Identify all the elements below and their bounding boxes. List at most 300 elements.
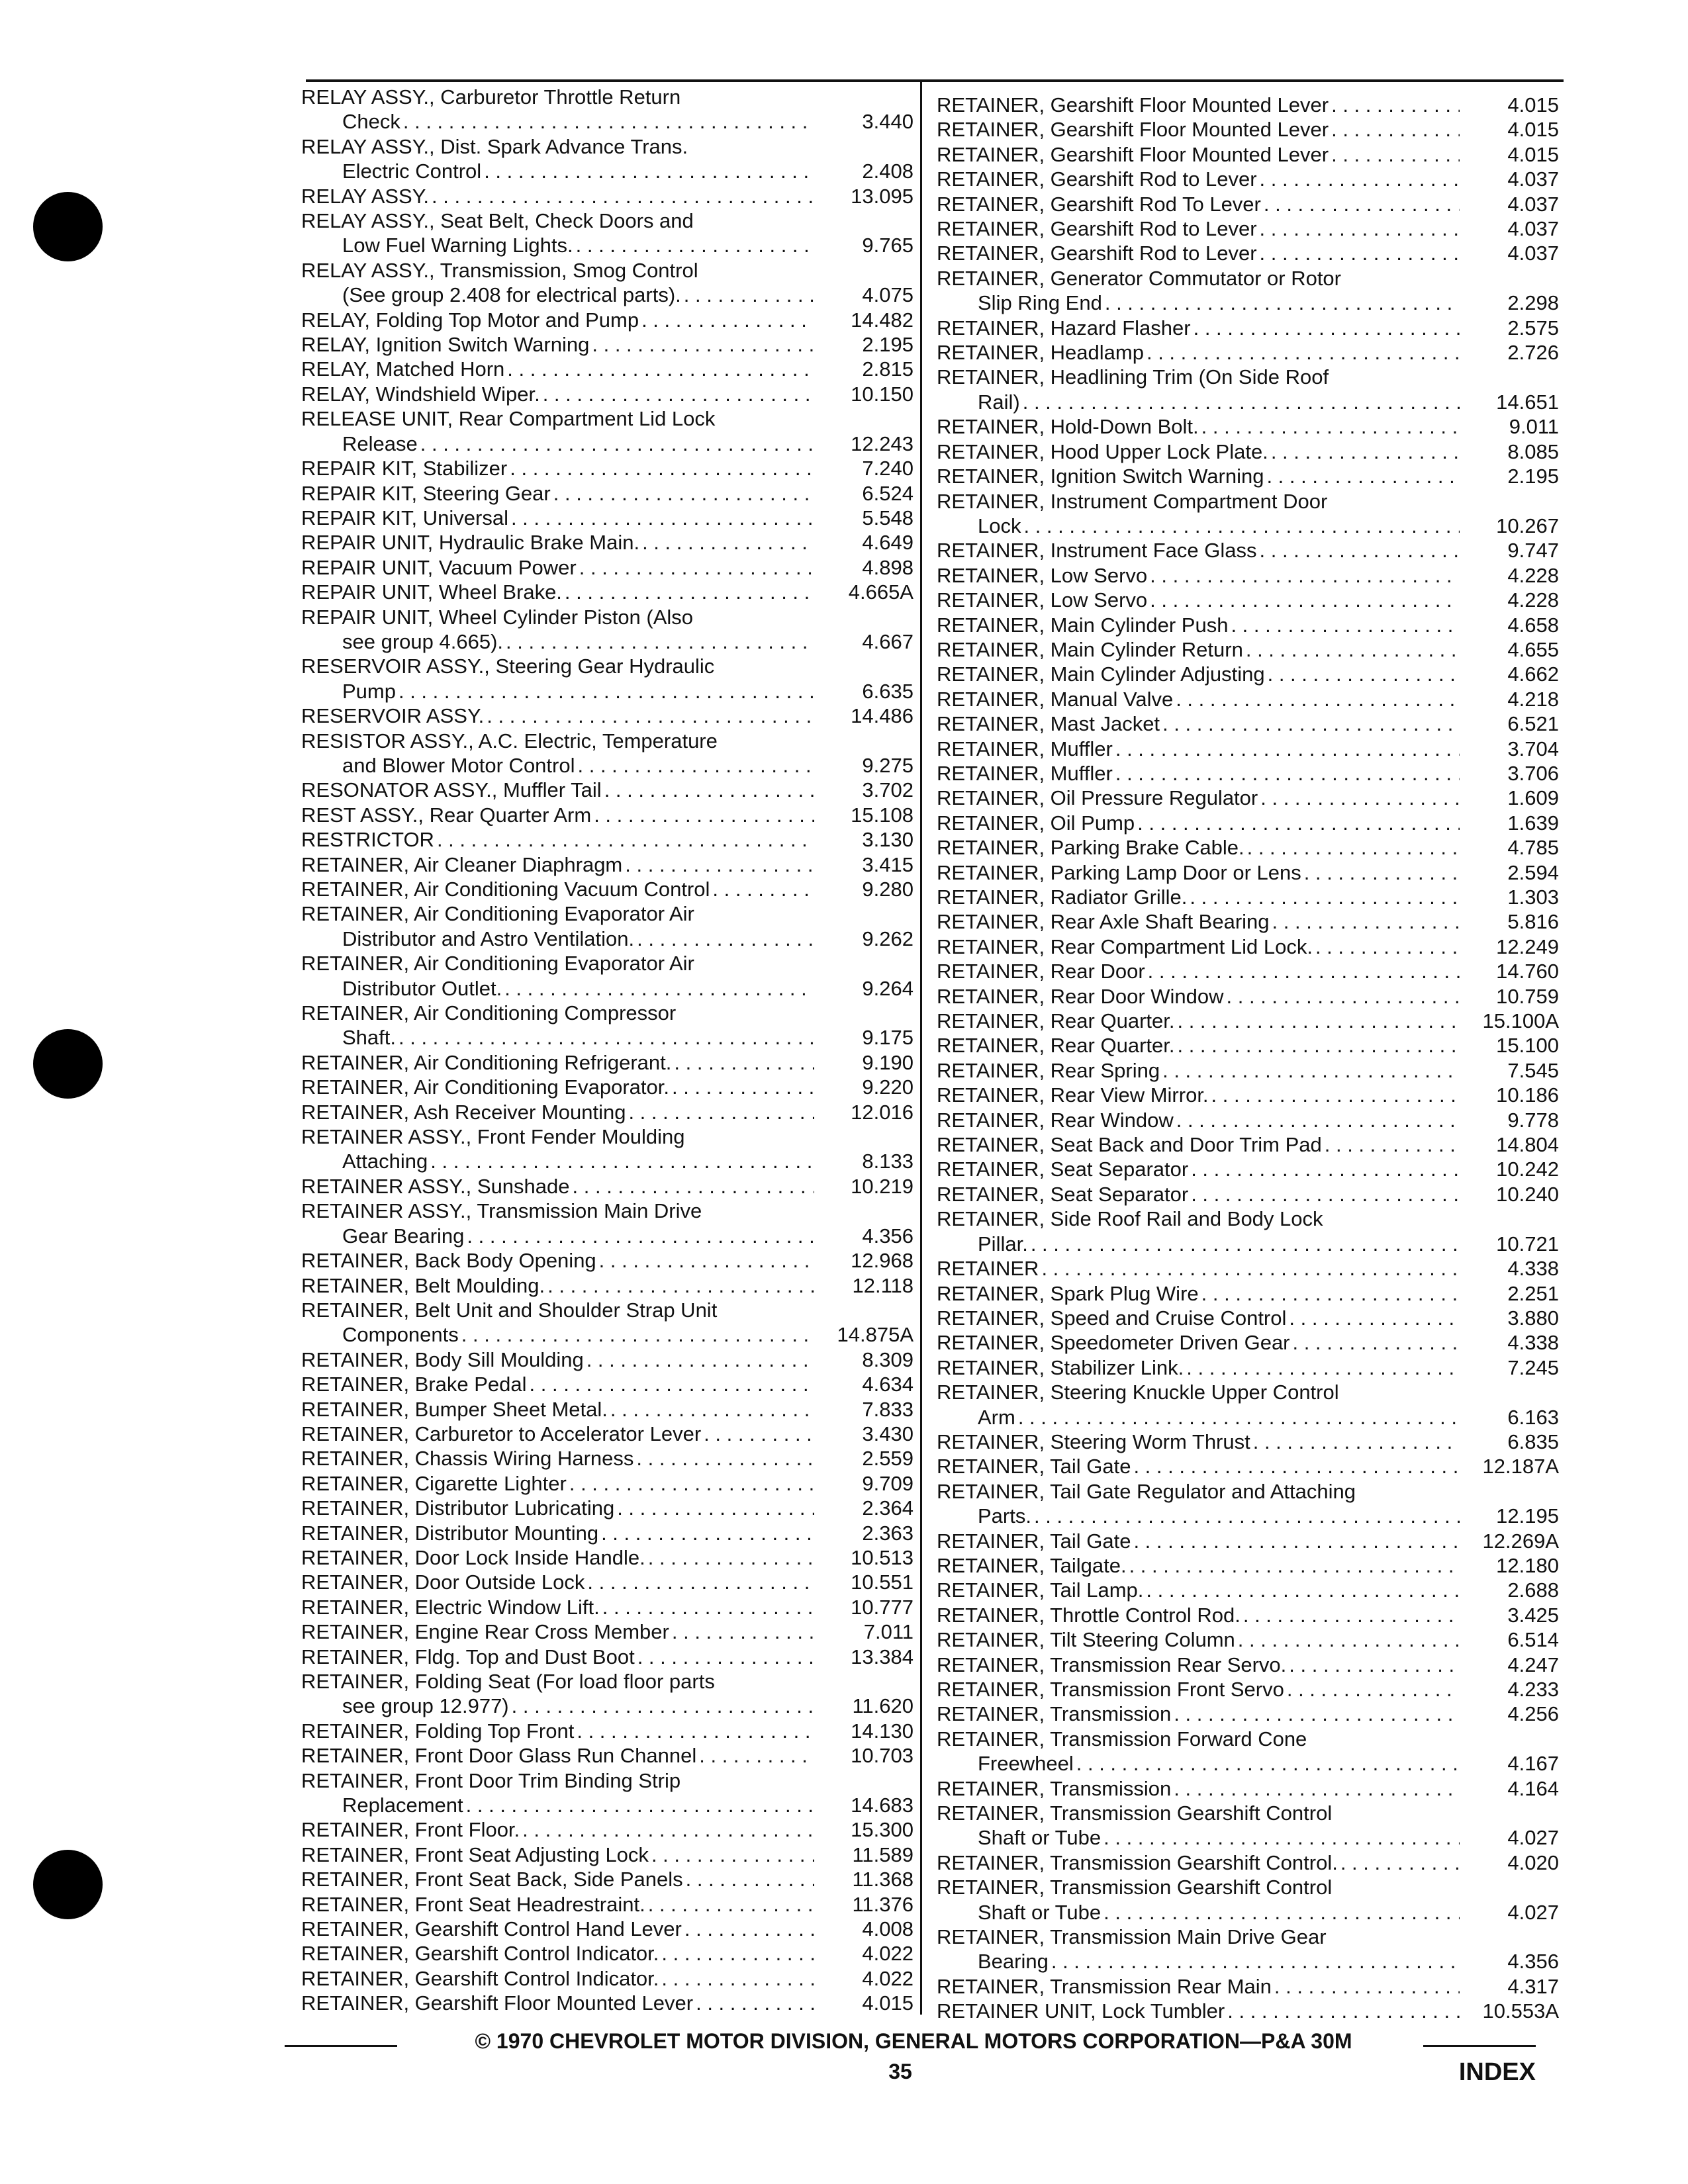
part-name: Components	[342, 1323, 459, 1347]
part-name: RETAINER, Gearshift Floor Mounted Lever	[937, 142, 1329, 166]
entry-line	[937, 662, 1559, 686]
part-name: RETAINER, Engine Rear Cross Member	[301, 1620, 669, 1644]
group-number: 4.233	[1507, 1678, 1559, 1701]
dot-leader	[1301, 860, 1460, 885]
index-entry	[301, 1843, 914, 1867]
dot-leader	[464, 1224, 814, 1248]
index-entry	[937, 1627, 1559, 1652]
dot-leader	[608, 1397, 814, 1422]
part-name: RETAINER, Main Cylinder Return	[937, 637, 1243, 661]
entry-continuation-line	[937, 514, 1559, 538]
group-number: 12.243	[851, 432, 914, 455]
dot-leader	[1188, 1157, 1460, 1181]
group-number: 13.095	[851, 184, 914, 208]
dot-leader	[696, 1743, 814, 1768]
index-entry	[937, 142, 1559, 167]
dot-leader	[1144, 340, 1460, 365]
dot-leader	[1322, 1132, 1460, 1157]
entry-line	[937, 1132, 1559, 1157]
part-name: RESONATOR ASSY., Muffler Tail	[301, 778, 602, 802]
part-name: RETAINER, Spark Plug Wire	[937, 1281, 1199, 1305]
entry-line	[301, 877, 914, 901]
group-number: 10.242	[1496, 1158, 1559, 1181]
group-number: 5.548	[862, 506, 914, 529]
part-name: RETAINER, Main Cylinder Push	[937, 613, 1229, 637]
entry-line	[301, 1174, 914, 1199]
section-label: INDEX	[1458, 2058, 1536, 2086]
entry-line	[937, 266, 1559, 291]
dot-leader	[1228, 613, 1460, 637]
dot-leader	[1135, 811, 1460, 835]
group-number: 10.513	[851, 1545, 914, 1569]
index-entry	[301, 1892, 914, 1917]
part-name: Release	[342, 432, 418, 455]
entry-line	[937, 860, 1559, 885]
index-entry	[301, 1867, 914, 1891]
group-number: 4.218	[1507, 687, 1559, 711]
part-name: RETAINER, Transmission Front Servo	[937, 1678, 1284, 1701]
part-name: Arm	[978, 1405, 1015, 1429]
index-entry	[937, 1529, 1559, 1553]
entry-continuation-line	[937, 1751, 1559, 1776]
dot-leader	[591, 803, 814, 827]
part-name: RETAINER, Speed and Cruise Control	[937, 1306, 1287, 1330]
part-name: RETAINER, Electric Window Lift.	[301, 1595, 600, 1619]
index-entry	[937, 1256, 1559, 1281]
entry-line	[937, 1182, 1559, 1206]
part-name: Gear Bearing	[342, 1224, 465, 1248]
entry-line	[937, 1727, 1559, 1751]
dot-leader	[508, 506, 814, 530]
group-number: 9.275	[862, 753, 914, 777]
dot-leader	[1171, 1776, 1460, 1801]
entry-line	[937, 1256, 1559, 1281]
entry-continuation-line	[301, 159, 914, 183]
part-name: RETAINER, Air Conditioning Compressor	[301, 1001, 677, 1025]
dot-leader	[622, 852, 814, 877]
part-name: RETAINER, Belt Moulding.	[301, 1273, 545, 1297]
entry-line	[937, 439, 1559, 464]
entry-line	[937, 1850, 1559, 1875]
index-entry	[937, 811, 1559, 835]
part-name: RETAINER, Front Seat Headrestraint.	[301, 1892, 645, 1916]
entry-line	[937, 811, 1559, 835]
group-number: 1.639	[1507, 811, 1559, 835]
part-name: RELAY ASSY., Carburetor Throttle Return	[301, 85, 681, 109]
part-name: RETAINER, Rear Quarter.	[937, 1009, 1175, 1033]
entry-line	[301, 605, 914, 629]
part-name: Pump	[342, 679, 396, 703]
dot-leader	[396, 679, 814, 704]
group-number: 4.037	[1507, 217, 1559, 241]
part-name: REPAIR KIT, Universal	[301, 506, 508, 529]
part-name: RETAINER, Manual Valve	[937, 687, 1174, 711]
group-number: 4.037	[1507, 167, 1559, 191]
part-name: RETAINER, Headlining Trim (On Side Roof	[937, 365, 1329, 389]
index-entry	[301, 208, 914, 258]
entry-line	[301, 1719, 914, 1743]
index-entry	[937, 1578, 1559, 1602]
entry-line	[301, 951, 914, 976]
entry-line	[937, 142, 1559, 167]
entry-line	[301, 827, 914, 852]
group-number: 4.634	[862, 1373, 914, 1396]
index-entry	[301, 778, 914, 802]
index-entry	[937, 1454, 1559, 1479]
part-name: RETAINER UNIT, Lock Tumbler	[937, 1999, 1225, 2023]
group-number: 10.553A	[1482, 1999, 1559, 2023]
part-name: RETAINER, Hold-Down Bolt.	[937, 415, 1199, 439]
entry-line	[937, 1603, 1559, 1627]
dot-leader	[1174, 1009, 1460, 1033]
copyright-notice: © 1970 CHEVROLET MOTOR DIVISION, GENERAL MOTORS CORPORATION—P&A 30M	[475, 2029, 1352, 2053]
entry-line	[301, 1817, 914, 1842]
index-entry	[937, 860, 1559, 885]
entry-line	[937, 316, 1559, 340]
index-entry	[301, 1075, 914, 1099]
dot-leader	[1028, 1232, 1460, 1256]
dot-leader	[1131, 1529, 1460, 1553]
part-name: RESERVOIR ASSY.	[301, 704, 485, 728]
index-entry	[301, 704, 914, 728]
dot-leader	[418, 432, 814, 456]
entry-line	[301, 134, 914, 159]
group-number: 4.228	[1507, 588, 1559, 612]
part-name: RETAINER, Door Lock Inside Handle.	[301, 1545, 645, 1569]
part-name: RETAINER, Muffler	[937, 761, 1113, 785]
group-number: 5.816	[1507, 910, 1559, 934]
part-name: RETAINER, Front Floor.	[301, 1818, 520, 1842]
entry-line	[301, 332, 914, 357]
group-number: 3.706	[1507, 761, 1559, 785]
index-entry	[301, 1545, 914, 1570]
index-entry	[937, 167, 1559, 191]
entry-line	[937, 1529, 1559, 1553]
part-name: RETAINER, Seat Back and Door Trim Pad	[937, 1133, 1322, 1157]
part-name: RETAINER, Speedometer Driven Gear	[937, 1331, 1290, 1355]
index-entry	[937, 241, 1559, 265]
index-entry	[937, 414, 1559, 439]
index-entry	[301, 184, 914, 208]
index-entry	[301, 1743, 914, 1768]
part-name: RETAINER, Belt Unit and Shoulder Strap Unit	[301, 1298, 718, 1322]
index-entry	[937, 1776, 1559, 1801]
entry-line	[937, 1776, 1559, 1801]
entry-line	[301, 481, 914, 506]
entry-line	[937, 687, 1559, 711]
dot-leader	[429, 184, 814, 208]
entry-continuation-line	[937, 390, 1559, 414]
binder-hole-bottom	[33, 1850, 103, 1919]
dot-leader	[634, 927, 814, 951]
entry-line	[937, 1999, 1559, 2023]
group-number: 10.759	[1496, 984, 1559, 1008]
group-number: 10.551	[851, 1570, 914, 1594]
entry-line	[937, 1578, 1559, 1602]
group-number: 14.683	[851, 1794, 914, 1817]
part-name: RETAINER, Main Cylinder Adjusting	[937, 662, 1265, 686]
part-name: Low Fuel Warning Lights.	[342, 234, 573, 257]
index-entry	[937, 1727, 1559, 1776]
group-number: 4.037	[1507, 242, 1559, 265]
group-number: 4.027	[1507, 1900, 1559, 1924]
index-entry	[301, 1199, 914, 1248]
part-name: RETAINER, Air Conditioning Evaporator Air	[301, 902, 694, 926]
dot-leader	[1074, 1751, 1460, 1776]
entry-line	[937, 192, 1559, 216]
dot-leader	[669, 1619, 814, 1644]
dot-leader	[1147, 588, 1460, 612]
index-entry	[937, 1801, 1559, 1850]
part-name: RETAINER, Headlamp	[937, 341, 1144, 365]
index-entry	[937, 1009, 1559, 1033]
group-number: 6.635	[862, 679, 914, 703]
group-number: 10.150	[851, 382, 914, 406]
group-number: 3.415	[862, 852, 914, 876]
index-column-right	[937, 93, 1559, 2024]
part-name: Electric Control	[342, 159, 482, 183]
index-entry	[301, 1124, 914, 1174]
dot-leader	[1113, 737, 1460, 761]
part-name: RETAINER, Air Conditioning Vacuum Control	[301, 878, 710, 901]
entry-line	[937, 934, 1559, 959]
group-number: 9.280	[862, 878, 914, 901]
part-name: RETAINER, Hazard Flasher	[937, 316, 1191, 340]
dot-leader	[1265, 662, 1460, 686]
index-entry	[301, 852, 914, 877]
group-number: 14.486	[851, 704, 914, 728]
index-entry	[937, 1033, 1559, 1058]
dot-leader	[681, 283, 814, 307]
dot-leader	[1225, 1999, 1460, 2023]
index-entry	[937, 1108, 1559, 1132]
dot-leader	[504, 357, 814, 381]
part-name: RETAINER, Air Conditioning Refrigerant.	[301, 1050, 672, 1074]
group-number: 9.778	[1507, 1108, 1559, 1132]
part-name: RETAINER, Front Door Trim Binding Strip	[301, 1768, 681, 1792]
part-name: RETAINER, Transmission	[937, 1776, 1172, 1800]
dot-leader	[1143, 1578, 1460, 1602]
index-entry	[301, 951, 914, 1001]
entry-line	[937, 1974, 1559, 1999]
entry-line	[301, 1124, 914, 1149]
part-name: RETAINER ASSY., Front Fender Moulding	[301, 1125, 685, 1149]
entry-line	[937, 93, 1559, 117]
group-number: 10.267	[1496, 514, 1559, 537]
group-number: 4.658	[1507, 613, 1559, 637]
entry-line	[937, 1653, 1559, 1677]
index-entry	[301, 1446, 914, 1471]
index-entry	[301, 481, 914, 506]
part-name: Replacement	[342, 1794, 463, 1817]
entry-line	[937, 1330, 1559, 1355]
group-number: 9.262	[862, 927, 914, 950]
group-number: 1.303	[1507, 886, 1559, 909]
footer-rule-right	[1423, 2045, 1536, 2047]
group-number: 4.898	[862, 555, 914, 579]
group-number: 7.833	[862, 1397, 914, 1421]
group-number: 13.384	[851, 1645, 914, 1668]
part-name: RETAINER, Oil Pressure Regulator	[937, 786, 1258, 810]
group-number: 3.880	[1507, 1306, 1559, 1330]
index-entry	[937, 340, 1559, 365]
index-entry	[937, 1083, 1559, 1107]
index-entry	[301, 134, 914, 184]
index-entry	[937, 1430, 1559, 1454]
index-entry	[301, 1768, 914, 1818]
index-entry	[937, 1380, 1559, 1430]
part-name: RELAY, Windshield Wiper.	[301, 382, 540, 406]
group-number: 8.085	[1507, 439, 1559, 463]
entry-line	[937, 241, 1559, 265]
part-name: RETAINER, Folding Seat (For load floor parts	[301, 1670, 715, 1693]
dot-leader	[434, 827, 814, 852]
part-name: RETAINER, Tailgate.	[937, 1553, 1127, 1577]
part-name: and Blower Motor Control	[342, 753, 575, 777]
dot-leader	[1290, 1330, 1460, 1355]
group-number: 4.015	[862, 1991, 914, 2015]
dot-leader	[1250, 1430, 1460, 1454]
group-number: 15.100	[1496, 1034, 1559, 1058]
part-name: RETAINER, Tail Gate	[937, 1529, 1131, 1553]
dot-leader	[1241, 1603, 1460, 1627]
dot-leader	[1257, 538, 1460, 563]
group-number: 4.649	[862, 531, 914, 555]
part-name: RETAINER, Gearshift Rod to Lever	[937, 217, 1257, 241]
index-entry	[301, 877, 914, 901]
dot-leader	[551, 481, 814, 506]
entry-line	[937, 1009, 1559, 1033]
group-number: 11.620	[852, 1694, 914, 1718]
entry-line	[301, 1496, 914, 1520]
group-number: 12.187A	[1482, 1455, 1559, 1479]
group-number: 8.309	[862, 1347, 914, 1371]
index-entry	[937, 1182, 1559, 1206]
dot-leader	[589, 332, 814, 357]
dot-leader	[1188, 1182, 1460, 1206]
part-name: RETAINER, Brake Pedal	[301, 1373, 527, 1396]
index-entry	[937, 538, 1559, 563]
index-entry	[301, 827, 914, 852]
dot-leader	[1264, 464, 1460, 488]
entry-continuation-line	[937, 1232, 1559, 1256]
index-entry	[301, 1422, 914, 1446]
group-number: 3.702	[862, 778, 914, 802]
index-entry	[301, 1619, 914, 1644]
index-entry	[937, 192, 1559, 216]
entry-line	[937, 167, 1559, 191]
dot-leader	[701, 1422, 814, 1446]
entry-line	[301, 1867, 914, 1891]
entry-continuation-line	[937, 1504, 1559, 1528]
index-entry	[937, 662, 1559, 686]
entry-line	[937, 1058, 1559, 1083]
dot-leader	[1286, 1653, 1460, 1677]
part-name: Distributor and Astro Ventilation.	[342, 927, 635, 950]
group-number: 4.027	[1507, 1826, 1559, 1850]
part-name: RETAINER, Transmission Gearshift Control.	[937, 1850, 1338, 1874]
part-name: RETAINER, Steering Knuckle Upper Control	[937, 1381, 1339, 1404]
group-number: 4.667	[862, 629, 914, 653]
column-divider	[920, 82, 922, 2015]
part-name: RETAINER, Gearshift Floor Mounted Lever	[301, 1991, 694, 2015]
index-entry	[301, 729, 914, 778]
binder-hole-middle	[33, 1029, 103, 1099]
dot-leader	[545, 1273, 814, 1298]
group-number: 12.249	[1496, 934, 1559, 958]
index-entry	[937, 93, 1559, 117]
entry-line	[301, 901, 914, 926]
dot-leader	[1284, 1677, 1460, 1702]
part-name: Freewheel	[978, 1752, 1074, 1776]
part-name: RETAINER ASSY., Transmission Main Drive	[301, 1199, 702, 1223]
entry-line	[937, 1454, 1559, 1479]
entry-line	[301, 555, 914, 580]
top-rule	[306, 79, 1564, 82]
group-number: 4.662	[1507, 662, 1559, 686]
dot-leader	[600, 1595, 814, 1619]
part-name: RETAINER, Mast Jacket	[937, 712, 1160, 736]
index-entry	[937, 464, 1559, 488]
entry-line	[301, 1843, 914, 1867]
dot-leader	[1329, 142, 1460, 167]
entry-line	[301, 1645, 914, 1669]
dot-leader	[1329, 93, 1460, 117]
index-entry	[301, 654, 914, 704]
group-number: 14.651	[1496, 390, 1559, 414]
dot-leader	[682, 1917, 814, 1941]
entry-line	[301, 1619, 914, 1644]
index-entry	[937, 1677, 1559, 1702]
part-name: RETAINER, Parking Brake Cable.	[937, 836, 1244, 860]
dot-leader	[1258, 786, 1460, 810]
index-entry	[937, 1925, 1559, 1974]
group-number: 9.264	[862, 976, 914, 1000]
dot-leader	[1015, 1405, 1460, 1430]
index-entry	[937, 1058, 1559, 1083]
index-entry	[301, 803, 914, 827]
group-number: 3.130	[862, 828, 914, 852]
part-name: RETAINER, Rear Axle Shaft Bearing	[937, 910, 1270, 934]
entry-line	[301, 1372, 914, 1396]
index-entry	[937, 737, 1559, 761]
entry-line	[301, 1298, 914, 1322]
part-name: RETAINER, Air Conditioning Evaporator.	[301, 1075, 669, 1099]
dot-leader	[1171, 1702, 1460, 1726]
part-name: RETAINER, Rear View Mirror.	[937, 1083, 1209, 1107]
index-entry	[301, 308, 914, 332]
dot-leader	[626, 1100, 814, 1124]
entry-continuation-line	[301, 109, 914, 134]
group-number: 2.195	[862, 333, 914, 357]
dot-leader	[428, 1149, 814, 1173]
index-entry	[937, 613, 1559, 637]
part-name: RETAINER, Ignition Switch Warning	[937, 465, 1264, 488]
dot-leader	[1160, 711, 1460, 736]
part-name: see group 4.665).	[342, 629, 504, 653]
index-entry	[937, 687, 1559, 711]
dot-leader	[585, 1570, 814, 1594]
dot-leader	[527, 1372, 814, 1396]
group-number: 2.195	[1507, 465, 1559, 488]
part-name: REPAIR UNIT, Wheel Brake.	[301, 580, 562, 604]
part-name: RESTRICTOR	[301, 828, 434, 852]
part-name: see group 12.977)	[342, 1694, 509, 1718]
entry-line	[937, 1033, 1559, 1058]
index-entry	[301, 1521, 914, 1545]
entry-line	[937, 489, 1559, 514]
index-entry	[937, 1330, 1559, 1355]
